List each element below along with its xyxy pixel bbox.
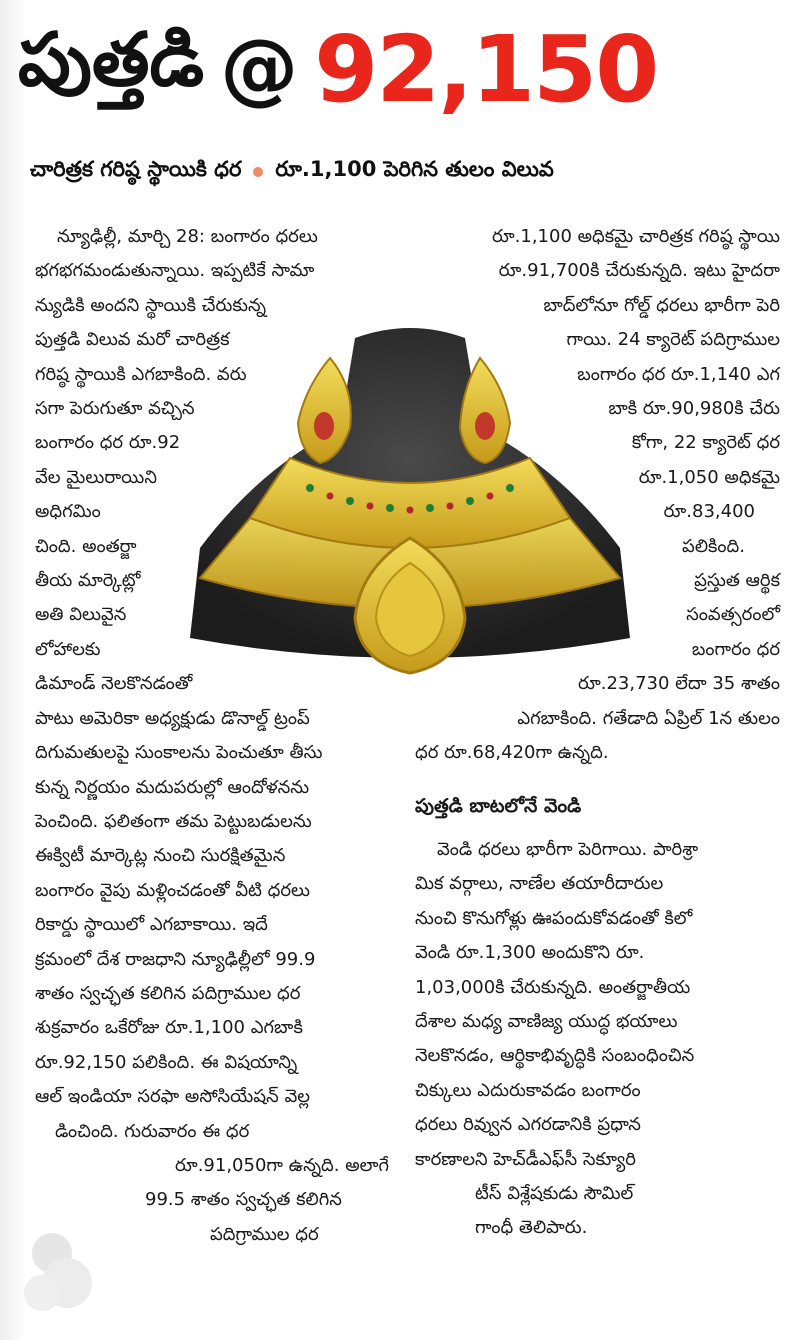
right-line: బంగారం ధర — [691, 638, 780, 660]
right-line: రూ.23,730 లేదా 35 శాతం — [578, 673, 780, 695]
subheadline — [30, 152, 780, 192]
left-line: పాటు అమెరికా అధ్యక్షుడు డొనాల్డ్ ట్రంప్ — [35, 707, 310, 729]
left-line: శుక్రవారం ఒకేరోజు రూ.1,100 ఎగబాకి — [35, 1017, 303, 1039]
right-line: నెలకొనడం, ఆర్థికాభివృద్ధికి సంబంధించిన — [415, 1045, 695, 1067]
headline-telugu: పుత్తడి — [18, 17, 205, 103]
left-line: పెంచింది. ఫలితంగా తమ పెట్టుబడులను — [35, 810, 312, 832]
left-line: బంగారం ధర రూ.92 — [35, 432, 181, 454]
left-line: అధిగమిం — [35, 501, 101, 523]
headline — [18, 10, 788, 128]
right-line: చిక్కులు ఎదురుకావడం బంగారం — [415, 1079, 641, 1101]
left-line: క్రమంలో దేశ రాజధాని న్యూఢిల్లీలో 99.9 — [35, 948, 316, 970]
right-line: ధర రూ.68,420గా ఉన్నది. — [415, 742, 609, 764]
right-line: దేశాల మధ్య వాణిజ్య యుద్ధ భయాలు — [415, 1010, 678, 1032]
subhead-left: చారిత్రక గరిష్ఠ స్థాయికి ధర — [30, 157, 242, 181]
left-line: లోహాలకు — [35, 638, 101, 660]
left-line: సగా పెరుగుతూ వచ్చిన — [35, 398, 195, 420]
left-line: దిగుమతులపై సుంకాలను పెంచుతూ తీసు — [35, 742, 323, 764]
right-line: రూ.83,400 — [663, 501, 755, 523]
page-corner-shadow — [22, 1228, 102, 1318]
right-line: ధరలు రివ్వున ఎగరడానికి ప్రధాన — [415, 1114, 641, 1136]
right-line: బాకి రూ.90,980కి చేరు — [608, 398, 780, 420]
headline-at-symbol: @ — [220, 24, 299, 114]
left-line: డిమాండ్ నెలకొనడంతో — [35, 673, 193, 695]
page-shadow — [0, 0, 26, 1340]
right-line: నుంచి కొనుగోళ్లు ఊపందుకోవడంతో కిలో — [415, 907, 693, 929]
right-line: టీస్ విశ్లేషకుడు సౌమిల్ — [475, 1182, 634, 1204]
right-line: సంవత్సరంలో — [686, 604, 780, 626]
left-line: 99.5 శాతం స్వచ్ఛత కలిగిన — [145, 1189, 342, 1211]
left-line: గరిష్ఠ స్థాయికి ఎగబాకింది. వరు — [35, 363, 247, 385]
subhead-right: రూ.1,100 పెరిగిన తులం విలువ — [275, 157, 554, 181]
right-line: బాద్‌లోనూ గోల్డ్ ధరలు భారీగా పెరి — [543, 294, 780, 316]
right-line: మిక వర్గాలు, నాణేల తయారీదారుల — [415, 873, 664, 895]
headline-price: 92,150 — [314, 15, 658, 123]
left-line: రికార్డు స్థాయిలో ఎగబాకాయి. ఇదే — [35, 914, 268, 936]
left-line: చింది. అంతర్జా — [35, 535, 137, 557]
right-line: బంగారం ధర రూ.1,140 ఎగ — [577, 363, 780, 385]
left-line: శాతం స్వచ్ఛత కలిగిన పదిగ్రాముల ధర — [35, 982, 301, 1004]
right-line: 1,03,000కి చేరుకున్నది. అంతర్జాతీయ — [415, 976, 691, 998]
right-line: రూ.1,100 అధికమై చారిత్రక గరిష్ఠ స్థాయి — [491, 226, 780, 247]
left-line: తీయ మార్కెట్లో — [35, 570, 141, 592]
right-line: వెండి ధరలు భారీగా పెరిగాయి. పారిశ్రా — [437, 838, 699, 860]
left-line: న్యుడికి అందని స్థాయికి చేరుకున్న — [35, 294, 266, 316]
left-line: రూ.92,150 పలికింది. ఈ విషయాన్ని — [35, 1051, 298, 1073]
right-line: వెండి రూ.1,300 అందుకొని రూ. — [415, 942, 645, 964]
right-line: కోగా, 22 క్యారెట్ ధర — [631, 432, 780, 454]
left-line: న్యూఢిల్లీ, మార్చి 28: బంగారం ధరలు — [57, 226, 318, 247]
left-line: అతి విలువైన — [35, 604, 127, 626]
left-line: డించింది. గురువారం ఈ ధర — [55, 1120, 250, 1142]
right-line: కారణాలని హెచ్‌డీఎఫ్‌సీ సెక్యూరి — [415, 1148, 636, 1170]
right-line: ఎగబాకింది. గతేడాది ఏప్రిల్ 1న తులం — [517, 707, 780, 729]
left-line: రూ.91,050గా ఉన్నది. అలాగే — [175, 1154, 389, 1176]
bullet-icon — [253, 167, 263, 177]
left-line: బంగారం వైపు మళ్లించడంతో వీటి ధరలు — [35, 879, 311, 901]
right-line: గాయి. 24 క్యారెట్ పదిగ్రాముల — [566, 329, 780, 351]
right-line: రూ.1,050 అధికమై — [638, 466, 780, 488]
left-line: భగభగమండుతున్నాయి. ఇప్పటికే సామా — [35, 260, 315, 282]
left-line: పదిగ్రాముల ధర — [210, 1223, 319, 1245]
left-line: ఈక్విటీ మార్కెట్ల నుంచి సురక్షితమైన — [35, 845, 286, 867]
right-line: రూ.91,700కి చేరుకున్నది. ఇటు హైదరా — [498, 260, 780, 282]
right-line: గాంధీ తెలిపారు. — [475, 1217, 588, 1239]
left-line: ఆల్ ఇండియా సరఫా అసోసియేషన్ వెల్ల — [35, 1086, 311, 1108]
gold-necklace-photo — [180, 318, 640, 678]
left-line: కున్న నిర్ణయం మదుపరుల్లో ఆందోళనను — [35, 776, 310, 798]
left-line: పుత్తడి విలువ మరో చారిత్రక — [35, 329, 230, 351]
right-line: ప్రస్తుత ఆర్థిక — [694, 570, 780, 592]
right-line: పలికింది. — [682, 535, 745, 557]
left-line: వేల మైలురాయిని — [35, 466, 157, 488]
silver-section-heading: పుత్తడి బాటలోనే వెండి — [415, 794, 582, 817]
